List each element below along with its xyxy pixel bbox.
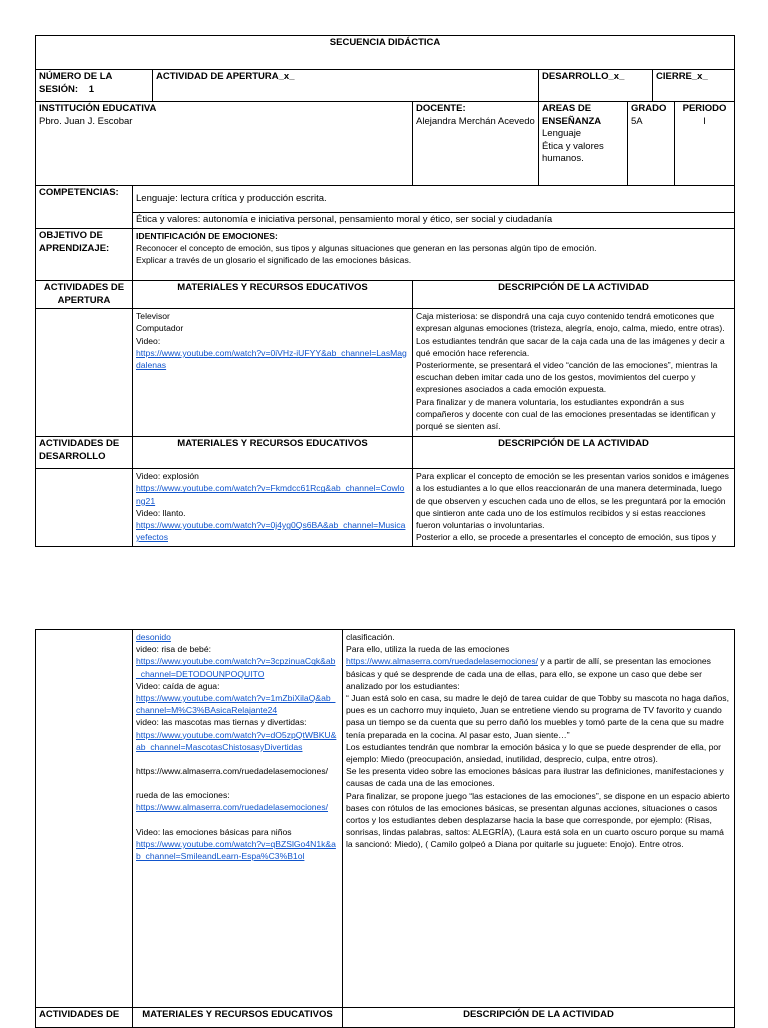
- footer-materials-header: MATERIALES Y RECURSOS EDUCATIVOS: [133, 1008, 343, 1028]
- objective-label: OBJETIVO DE APRENDIZAJE:: [36, 229, 133, 281]
- institution-label: INSTITUCIÓN EDUCATIVA: [39, 103, 157, 114]
- objective-heading: IDENTIFICACIÓN DE EMOCIONES:: [136, 231, 278, 241]
- session-cell: [36, 70, 153, 102]
- page-2: [0, 588, 768, 1024]
- material-item: Computador: [136, 323, 184, 334]
- footer-activities-label: ACTIVIDADES DE: [36, 1008, 133, 1028]
- opening-description-header: DESCRIPCIÓN DE LA ACTIVIDAD: [413, 281, 735, 309]
- opening-paragraph: Posteriormente, se presentará el video “canción de las emociones”, mientras la escuchan deben imitar cada uno de los gestos, movimientos del cuerpo y expresiones asociados a cada emoción expuesta.: [416, 360, 718, 395]
- development-activities-label: ACTIVIDADES DE DESARROLLO: [36, 437, 133, 469]
- development-empty-cell: [36, 469, 133, 547]
- development-paragraph: Posterior a ello, se procede a presentarles el concepto de emoción, sus tipos y: [416, 532, 716, 543]
- opening-paragraph: Para finalizar y de manera voluntaria, los estudiantes expondrán a sus compañeros y docente con cual de las emociones presentadas se identifican y porqué se sienten así.: [416, 396, 716, 432]
- grade-label: GRADO: [631, 103, 667, 114]
- lesson-plan-table-continued: [35, 629, 735, 1028]
- teacher-name: Alejandra Merchán Acevedo: [416, 115, 535, 127]
- opening-paragraph: Caja misteriosa: se dispondrá una caja cuyo contenido tendrá emoticones que expresan algunas emociones (tristeza, alegría, enojo, calma, miedo, entre otras). Los estudiantes tendrán que sacar de la caja cada una de las imágenes y decir a qué emoción hace referencia.: [416, 311, 725, 358]
- document-title: SECUENCIA DIDÁCTICA: [36, 36, 735, 70]
- teacher-cell: [413, 102, 539, 186]
- development-label: DESARROLLO_x_: [539, 70, 653, 102]
- water-video-link[interactable]: https://www.youtube.com/watch?v=1mZbiXilaQ&ab_channel=M%C3%BAsicaRelajante24: [136, 693, 336, 716]
- description-text: y a partir de allí, se presentan las emociones básicas y qué se desprende de cada una de ellas, para ello, se expone un caso que debe ser analizado por los estudiantes:: [346, 656, 711, 691]
- description-paragraph: Se les presenta video sobre las emociones básicas para ilustrar las definiciones, manifestaciones y causas de cada una de las emociones.: [346, 766, 724, 789]
- area-item: Lenguaje: [542, 128, 582, 140]
- session-label: NÚMERO DE LA SESIÓN:: [39, 71, 113, 95]
- video-label: video: las mascotas mas tiernas y divertidas:: [136, 717, 307, 728]
- opening-video-link[interactable]: https://www.youtube.com/watch?v=0iVHz-iUFYY&ab_channel=LasMagdalenas: [136, 347, 407, 370]
- objective-cell: [133, 229, 735, 281]
- kids-video-link[interactable]: https://www.youtube.com/watch?v=qBZSlGo4N1k&ab_channel=SmileandLearn-Espa%C3%B1ol: [136, 838, 336, 862]
- period-cell: [675, 102, 735, 186]
- opening-activities-label: ACTIVIDADES DE APERTURA: [36, 281, 133, 309]
- opening-empty-cell: [36, 309, 133, 437]
- site-text: https://www.almaserra.com/ruedadelasemociones/: [136, 766, 329, 777]
- video-label: Video: explosión: [136, 471, 199, 482]
- closing-label: CIERRE_x_: [653, 70, 735, 102]
- development-materials-header: MATERIALES Y RECURSOS EDUCATIVOS: [133, 437, 413, 469]
- objective-line: Explicar a través de un glosario el significado de las emociones básicas.: [136, 255, 412, 266]
- description-line: Para ello, utiliza la rueda de las emociones: [346, 644, 510, 655]
- continued-empty-cell: [36, 630, 133, 1008]
- opening-materials-header: MATERIALES Y RECURSOS EDUCATIVOS: [133, 281, 413, 309]
- development-description-cell: [413, 469, 735, 547]
- continued-description-cell: [343, 630, 735, 1008]
- area-item: Ética y valores humanos.: [542, 140, 604, 165]
- description-paragraph: Los estudiantes tendrán que nombrar la emoción básica y lo que se puede desprender de ella, por ejemplo: Miedo (preocupación, ansiedad, inutilidad, desprecio, culpa, entre otros).: [346, 741, 722, 765]
- grade-cell: [628, 102, 675, 186]
- sound-link-tail[interactable]: desonido: [136, 632, 171, 642]
- opening-activity-label: ACTIVIDAD DE APERTURA_x_: [153, 70, 539, 102]
- explosion-video-link[interactable]: https://www.youtube.com/watch?v=Fkmdcc61Rcg&ab_channel=Cowlong21: [136, 483, 405, 506]
- grade-value: 5A: [631, 115, 643, 127]
- development-paragraph: Para explicar el concepto de emoción se les presentan varios sonidos e imágenes a los estudiantes a lo que ellos reaccionarán de una manera determinada, luego de que observen y escuchen cada uno de ellos, se les preguntará por la emoción que sintieron ante cada uno de los estímulos recibidos y si estas reacciones fueron voluntarias o involuntarias.: [416, 471, 729, 530]
- video-label: Video: caída de agua:: [136, 680, 220, 691]
- video-label: video: risa de bebé:: [136, 644, 212, 655]
- description-line: clasificación.: [346, 632, 395, 642]
- wheel-label: rueda de las emociones:: [136, 790, 230, 801]
- development-materials-cell: [133, 469, 413, 547]
- emotion-wheel-link[interactable]: https://www.almaserra.com/ruedadelasemociones/: [136, 802, 329, 813]
- objective-line: Reconocer el concepto de emoción, sus tipos y algunas situaciones que generan en las personas algún tipo de emoción.: [136, 243, 597, 254]
- material-item: Video:: [136, 335, 161, 346]
- development-description-header: DESCRIPCIÓN DE LA ACTIVIDAD: [413, 437, 735, 469]
- description-paragraph: Para finalizar, se propone juego “las estaciones de las emociones”, se dispone en un espacio abierto bases con rótulos de las emociones básicas, se presentan algunas acciones, situaciones o casos cortos y los estudiantes deben desplazarse hacia la base que corresponde, por ejemplo: (Risas, sonrisas, lindas palabras, saltos: ALEGRÍA), (Laura está sola en un cuarto oscuro porque su mamá la sancionó: Miedo), ( Camilo golpeó a Diana por quitarle su juguete: Enojo). Entre otros.: [346, 790, 730, 850]
- institution-name: Pbro. Juan J. Escobar: [39, 115, 133, 127]
- period-label: PERIODO: [682, 103, 727, 114]
- opening-description-cell: [413, 309, 735, 437]
- competency-item: Lenguaje: lectura crítica y producción escrita.: [133, 186, 735, 213]
- opening-materials-cell: [133, 309, 413, 437]
- period-value: I: [703, 115, 706, 127]
- case-paragraph: “ Juan está solo en casa, su madre le dejó de tarea cuidar de que Tobby su mascota no haga daños, pues es un cachorro muy inquieto, Juan se entretiene viendo su programa de TV favorito y cuando pasa un tiempo se da cuenta que su perro dañó los muebles y tomó parte de la cena que su madre tenía preparada en la cocina. Al pasar esto, Juan siente…”: [346, 693, 729, 740]
- video-label: Video: las emociones básicas para niños: [136, 826, 292, 837]
- continued-materials-cell: [133, 630, 343, 1008]
- areas-cell: [539, 102, 628, 186]
- areas-label: AREAS DE ENSEÑANZA: [542, 103, 602, 127]
- footer-description-header: DESCRIPCIÓN DE LA ACTIVIDAD: [343, 1008, 735, 1028]
- teacher-label: DOCENTE:: [416, 103, 466, 114]
- session-number: 1: [88, 83, 94, 95]
- competencies-label: COMPETENCIAS:: [36, 186, 133, 229]
- competency-item: Ética y valores: autonomía e iniciativa personal, pensamiento moral y ético, ser social y ciudadanía: [133, 213, 735, 229]
- baby-video-link[interactable]: https://www.youtube.com/watch?v=3cpzinuaCqk&ab_channel=DETODOUNPOQUITO: [136, 656, 336, 679]
- lesson-plan-table: [35, 35, 735, 547]
- institution-cell: [36, 102, 413, 186]
- description-line: [346, 655, 731, 692]
- pets-video-link[interactable]: https://www.youtube.com/watch?v=dO5zpQtWBKU&ab_channel=MascotasChistosasyDivertidas: [136, 729, 337, 752]
- crying-video-link[interactable]: https://www.youtube.com/watch?v=0j4yg0Qs6BA&ab_channel=Musicayefectos: [136, 520, 406, 543]
- video-label: Video: llanto.: [136, 507, 186, 518]
- emotion-wheel-inline-link[interactable]: https://www.almaserra.com/ruedadelasemociones/: [346, 656, 539, 667]
- material-item: Televisor: [136, 311, 170, 322]
